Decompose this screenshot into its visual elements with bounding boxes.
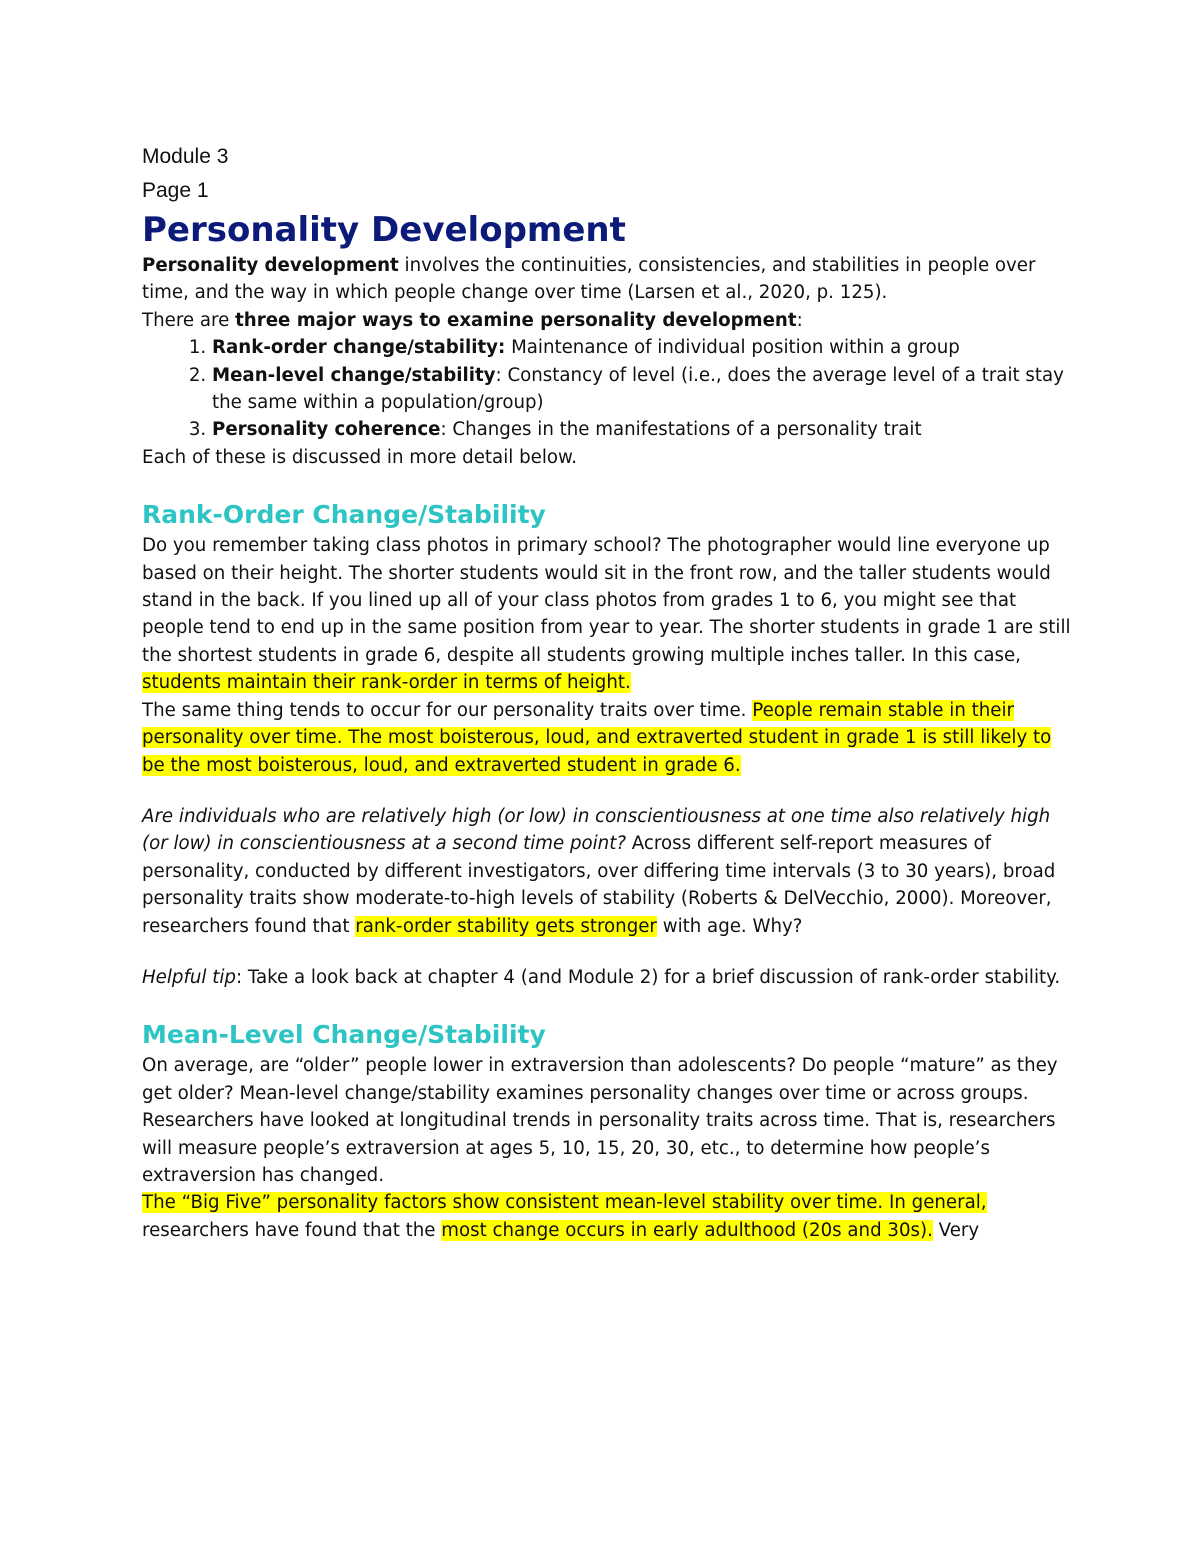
mean-level-paragraph-1: On average, are “older” people lower in extraversion than adolescents? Do people “mature” as they get older? Mean-level change/stability examines personality changes over time or across groups.	[142, 1055, 1058, 1104]
rank-order-paragraph-3	[142, 803, 1072, 940]
rank-order-text: with age. Why?	[656, 915, 803, 937]
page-label: Page 1	[142, 179, 209, 202]
list-item-term: Rank-order change/stability:	[212, 337, 506, 359]
list-item-desc: : Changes in the manifestations of a personality trait	[440, 419, 922, 441]
discussion-note: Each of these is discussed in more detail below.	[142, 446, 577, 468]
helpful-tip	[142, 964, 1072, 991]
rank-order-text: The same thing tends to occur for our personality traits over time.	[142, 699, 753, 721]
mean-level-paragraph-2: Researchers have looked at longitudinal trends in personality traits across time. That is, researchers will measure people’s extraversion at ages 5, 10, 15, 20, 30, etc., to determine how people’s extraversion has changed.	[142, 1110, 1056, 1186]
ways-list	[142, 334, 1072, 444]
list-item-term: Personality coherence	[212, 419, 441, 441]
mean-level-heading: Mean-Level Change/Stability	[142, 1020, 546, 1050]
highlighted-text: most change occurs in early adulthood (20s and 30s).	[441, 1219, 933, 1241]
rank-order-paragraph-2	[142, 697, 1072, 779]
document-page	[142, 140, 1072, 1244]
list-item	[212, 334, 1072, 361]
highlighted-text: rank-order stability gets stronger	[355, 915, 657, 937]
rank-order-text: Across different self-report measures of personality, conducted by different investigators, over differing time intervals (3 to 30 years), broad personality traits show moderate-to-high levels of stability (Roberts & DelVecchio, 2000). Moreover, researchers found that	[142, 833, 1056, 937]
document-title: Personality Development	[142, 210, 626, 250]
ways-text-end: :	[796, 309, 803, 331]
list-item	[212, 416, 1072, 443]
rank-order-text: Do you remember taking class photos in primary school? The photographer would line everyone up based on their height. The shorter students would sit in the front row, and the taller students would stand in the back. If you lined up all of your class photos from grades 1 to 6, you might see that people tend to end up in the same position from year to year. The shorter students in grade 1 are still the shortest students in grade 6, despite all students growing multiple inches taller. In this case,	[142, 535, 1071, 666]
helpful-tip-label: Helpful tip	[142, 966, 236, 988]
intro-bold-term: Personality development	[142, 255, 399, 276]
module-label: Module 3	[142, 145, 229, 168]
ways-text-start: There are	[142, 309, 236, 331]
highlighted-text: People remain stable in their personality over time. The most boisterous, loud, and extraverted student in grade 1 is still likely to be the most boisterous, loud, and extraverted student in grade 6.	[142, 699, 1052, 776]
mean-level-text: Very	[932, 1219, 980, 1241]
mean-level-text: researchers have found that the	[142, 1219, 442, 1241]
highlighted-text: students maintain their rank-order in terms of height.	[142, 672, 631, 694]
highlighted-text: The “Big Five” personality factors show consistent mean-level stability over time. In general,	[142, 1192, 987, 1214]
research-question: Are individuals who are relatively high (or low) in conscientiousness at one time also relatively high (or low) in conscientiousness at a second time point?	[142, 805, 1051, 855]
list-item-term: Mean-level change/stability	[212, 364, 496, 386]
list-item-desc: Maintenance of individual position within a group	[505, 337, 960, 359]
ways-bold: three major ways to examine personality development	[235, 309, 797, 331]
intro-paragraph	[142, 252, 1072, 307]
rank-order-paragraph-1	[142, 532, 1072, 696]
list-item	[212, 362, 1072, 417]
rank-order-heading: Rank-Order Change/Stability	[142, 500, 546, 530]
intro-text: involves the continuities, consistencies, and stabilities in people over time, and the way in which people change over time (Larsen et al., 2020, p. 125).	[142, 255, 1036, 304]
mean-level-paragraph-3	[142, 1189, 1072, 1244]
helpful-tip-text: : Take a look back at chapter 4 (and Module 2) for a brief discussion of rank-order stability.	[235, 966, 1061, 988]
ways-paragraph	[142, 307, 1072, 334]
list-item-desc: : Constancy of level (i.e., does the average level of a trait stay the same within a population/group)	[212, 364, 1064, 414]
